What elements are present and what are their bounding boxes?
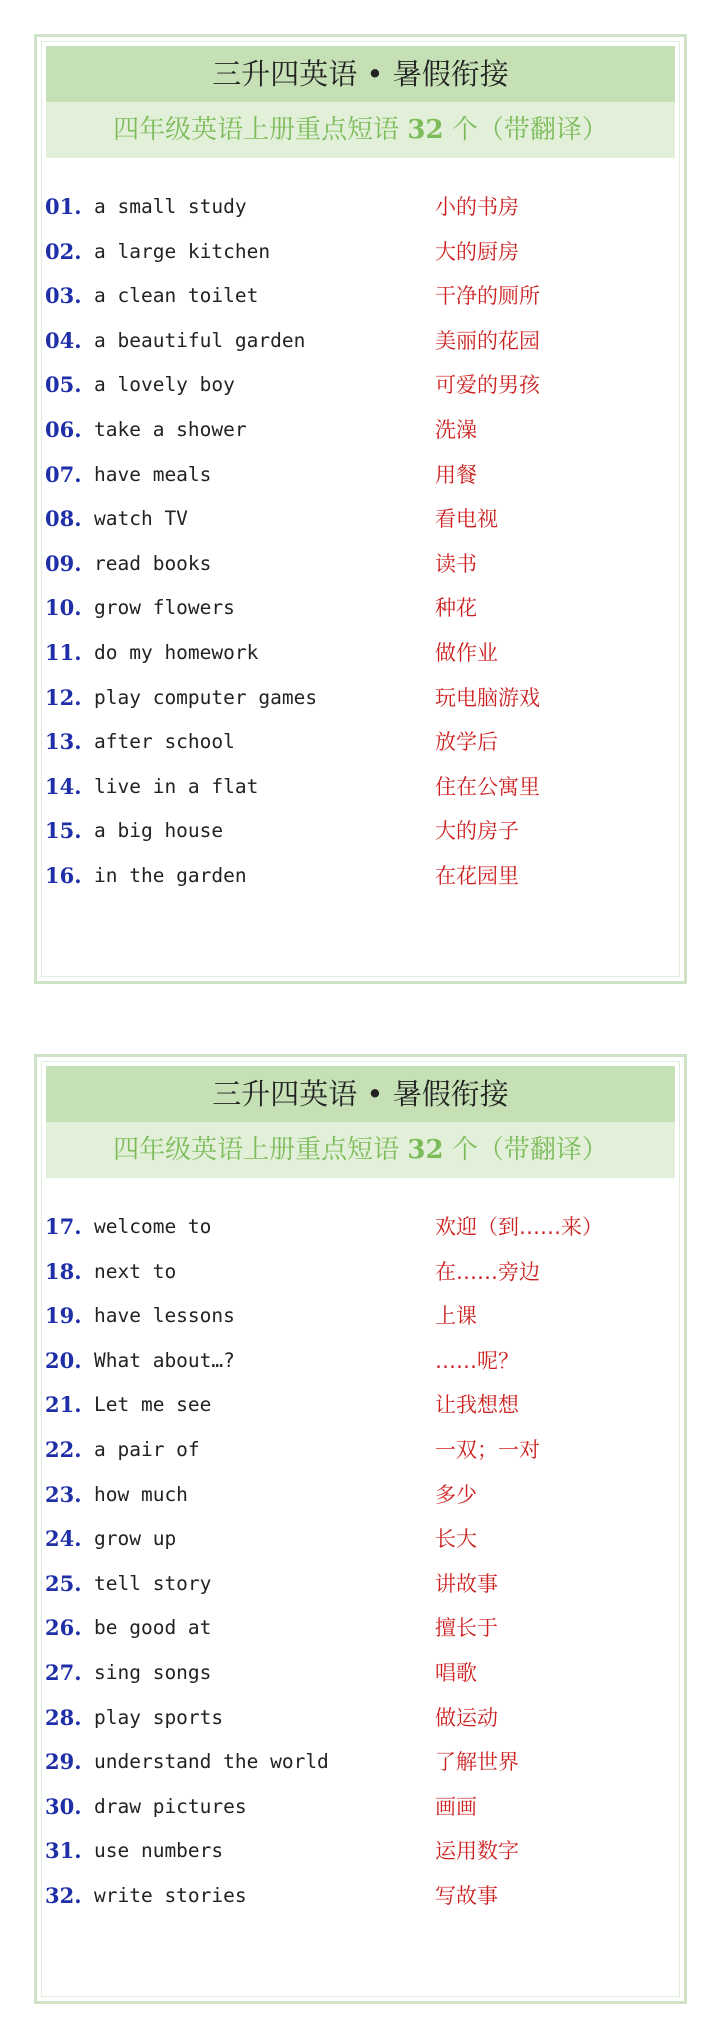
phrase-row [37,1566,684,1611]
phrase-translation: 做作业 [435,640,498,665]
phrase-english: a lovely boy [94,373,235,397]
phrase-english: understand the world [94,1750,329,1774]
phrase-number: 18. [45,1258,82,1284]
phrase-row [37,323,684,368]
phrase-row [37,1833,684,1878]
phrase-number: 28. [45,1704,82,1730]
phrase-number: 04. [45,327,82,353]
phrase-english: sing songs [94,1660,212,1684]
phrase-english: a beautiful garden [94,328,306,352]
phrase-english: how much [94,1482,188,1506]
phrase-english: use numbers [94,1839,224,1863]
subtitle-text: 四年级英语上册重点短语 [113,1135,408,1165]
phrase-row [37,813,684,858]
phrase-translation: 玩电脑游戏 [435,685,540,710]
phrase-number: 15. [45,818,82,844]
phrase-row [37,1655,684,1700]
phrase-translation: ……呢？ [435,1348,519,1373]
phrase-number: 17. [45,1214,82,1239]
phrase-row [37,1789,684,1834]
phrase-row [37,234,684,279]
phrase-number: 19. [45,1303,82,1329]
phrase-row [37,1610,684,1655]
phrase-number: 31. [45,1838,82,1864]
phrase-row [37,1298,684,1343]
phrase-english: live in a flat [94,774,259,798]
phrase-english: do my homework [94,640,259,664]
phrase-number: 30. [45,1793,82,1819]
phrase-english: a large kitchen [94,239,271,263]
phrase-number: 20. [45,1347,82,1373]
phrase-row [37,367,684,412]
phrase-translation: 让我想想 [435,1393,519,1418]
phrase-english: grow up [94,1527,177,1551]
phrase-number: 29. [45,1749,82,1775]
phrase-row [37,1744,684,1789]
phrase-row [37,769,684,814]
phrase-english: tell story [94,1571,212,1595]
phrase-english: play computer games [94,685,318,709]
phrase-english: a small study [94,195,247,218]
phrase-number: 23. [45,1481,82,1507]
phrase-number: 03. [45,283,82,309]
phrase-number: 09. [45,550,82,576]
phrase-translation: 小的书房 [435,195,519,219]
phrase-translation: 写故事 [435,1883,498,1908]
phrase-translation: 可爱的男孩 [435,373,540,398]
phrase-row [37,635,684,680]
subtitle-suffix: 个（带翻译） [443,1135,608,1165]
phrase-row [37,412,684,457]
phrase-number: 08. [45,506,82,532]
phrase-number: 01. [45,194,82,219]
phrase-english: take a shower [94,417,247,441]
phrase-row [37,680,684,725]
phrase-translation: 在……旁边 [435,1259,540,1284]
phrase-translation: 擅长于 [435,1616,498,1641]
phrase-number: 25. [45,1570,82,1596]
phrase-row [37,1432,684,1477]
phrase-translation: 唱歌 [435,1660,477,1685]
phrase-row [37,189,684,234]
card-subtitle [46,1122,675,1178]
phrase-english: read books [94,551,212,575]
phrase-english: What about…? [94,1348,235,1372]
phrase-english: welcome to [94,1215,212,1238]
card-subtitle [46,102,675,158]
phrase-english: Let me see [94,1393,212,1417]
phrase-number: 21. [45,1392,82,1418]
phrase-english: next to [94,1259,177,1283]
phrase-translation: 运用数字 [435,1839,519,1864]
phrase-number: 10. [45,595,82,621]
phrase-list [37,1209,684,1923]
phrase-row [37,1477,684,1522]
phrase-translation: 讲故事 [435,1571,498,1596]
subtitle-suffix: 个（带翻译） [443,115,608,145]
phrase-row [37,1387,684,1432]
phrase-number: 24. [45,1526,82,1552]
phrase-row [37,590,684,635]
subtitle-text: 四年级英语上册重点短语 [113,115,408,145]
card-title: 三升四英语 • 暑假衔接 [46,1066,675,1122]
phrase-translation: 画画 [435,1794,477,1819]
phrase-english: in the garden [94,863,247,887]
card-title: 三升四英语 • 暑假衔接 [46,46,675,102]
phrase-translation: 干净的厕所 [435,284,540,309]
phrase-english: be good at [94,1616,212,1640]
phrase-card-2 [34,1054,687,2004]
phrase-number: 02. [45,238,82,264]
phrase-number: 12. [45,684,82,710]
phrase-number: 11. [45,639,82,665]
phrase-number: 05. [45,372,82,398]
phrase-row [37,1700,684,1745]
phrase-translation: 种花 [435,596,477,621]
phrase-row [37,501,684,546]
phrase-number: 16. [45,862,82,888]
phrase-english: a pair of [94,1437,200,1461]
phrase-translation: 上课 [435,1304,477,1329]
phrase-row [37,1254,684,1299]
phrase-number: 13. [45,729,82,755]
phrase-english: have meals [94,462,212,486]
phrase-translation: 欢迎（到……来） [435,1215,603,1239]
phrase-english: a big house [94,819,224,843]
phrase-translation: 用餐 [435,462,477,487]
phrase-translation: 放学后 [435,730,498,755]
phrase-row [37,724,684,769]
phrase-english: a clean toilet [94,284,259,308]
phrase-english: write stories [94,1883,247,1907]
phrase-number: 14. [45,773,82,799]
phrase-number: 32. [45,1882,82,1908]
phrase-row [37,1878,684,1923]
phrase-translation: 一双；一对 [435,1437,540,1462]
phrase-number: 07. [45,461,82,487]
phrase-english: draw pictures [94,1794,247,1818]
phrase-translation: 美丽的花园 [435,328,540,353]
phrase-translation: 大的房子 [435,819,519,844]
phrase-row [37,858,684,903]
phrase-number: 27. [45,1659,82,1685]
subtitle-count: 32 [407,115,444,145]
phrase-row [37,1343,684,1388]
phrase-english: grow flowers [94,596,235,620]
phrase-translation: 看电视 [435,507,498,532]
phrase-english: play sports [94,1705,224,1729]
phrase-row [37,1521,684,1566]
phrase-translation: 在花园里 [435,863,519,888]
phrase-translation: 洗澡 [435,417,477,442]
phrase-translation: 做运动 [435,1705,498,1730]
phrase-card-1 [34,34,687,984]
phrase-translation: 了解世界 [435,1750,519,1775]
phrase-row [37,546,684,591]
phrase-number: 22. [45,1436,82,1462]
phrase-english: have lessons [94,1304,235,1328]
phrase-english: after school [94,730,235,754]
phrase-translation: 大的厨房 [435,239,519,264]
phrase-row [37,457,684,502]
phrase-translation: 长大 [435,1527,477,1552]
phrase-translation: 读书 [435,551,477,576]
phrase-number: 06. [45,416,82,442]
phrase-row [37,278,684,323]
subtitle-count: 32 [407,1135,444,1165]
phrase-row [37,1209,684,1254]
phrase-number: 26. [45,1615,82,1641]
phrase-translation: 住在公寓里 [435,774,540,799]
phrase-english: watch TV [94,507,188,531]
phrase-translation: 多少 [435,1482,477,1507]
phrase-list [37,189,684,903]
